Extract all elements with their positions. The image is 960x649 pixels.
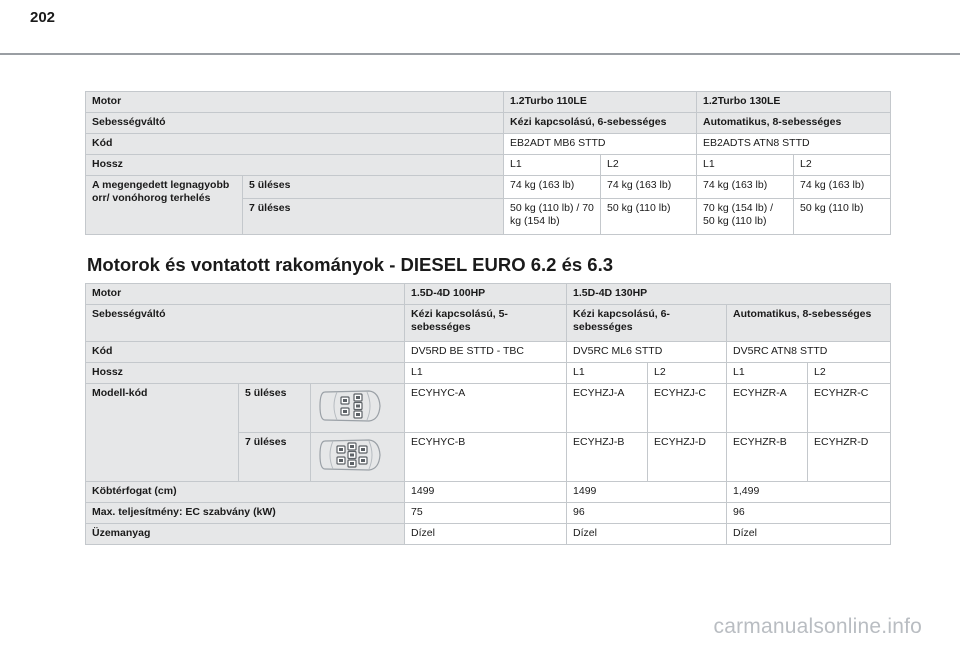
code-value: DV5RC ML6 STTD <box>567 342 727 363</box>
motor-value: 1.5D-4D 100HP <box>405 284 567 305</box>
max-power-value: 96 <box>727 503 891 524</box>
header-rule <box>0 53 960 55</box>
length-value: L2 <box>648 363 727 384</box>
motor-label: Motor <box>86 284 405 305</box>
model-code-value: ECYHZR-D <box>808 433 891 482</box>
diesel-spec-table <box>85 283 891 545</box>
towing-value: 50 kg (110 lb) <box>601 199 697 235</box>
gearbox-value: Automatikus, 8-sebességes <box>697 113 891 134</box>
gearbox-value: Kézi kapcsolású, 5-sebességes <box>405 305 567 342</box>
towing-value: 74 kg (163 lb) <box>601 176 697 199</box>
boot-volume-value: 1,499 <box>727 482 891 503</box>
seat-count-label: 5 üléses <box>239 384 311 433</box>
motor-value: 1.2Turbo 130LE <box>697 92 891 113</box>
code-value: DV5RC ATN8 STTD <box>727 342 891 363</box>
motor-value: 1.2Turbo 110LE <box>504 92 697 113</box>
towing-value: 74 kg (163 lb) <box>697 176 794 199</box>
gearbox-label: Sebességváltó <box>86 113 504 134</box>
car-7-seat-layout-icon <box>317 436 383 474</box>
code-label: Kód <box>86 134 504 155</box>
fuel-value: Dízel <box>727 524 891 545</box>
seat-count-label: 5 üléses <box>243 176 504 199</box>
model-code-value: ECYHZR-A <box>727 384 808 433</box>
max-power-label: Max. teljesítmény: EC szabvány (kW) <box>86 503 405 524</box>
model-code-value: ECYHZR-B <box>727 433 808 482</box>
towing-value: 70 kg (154 lb) / 50 kg (110 lb) <box>697 199 794 235</box>
boot-volume-label: Köbtérfogat (cm) <box>86 482 405 503</box>
model-code-value: ECYHZJ-B <box>567 433 648 482</box>
model-code-value: ECYHZJ-C <box>648 384 727 433</box>
fuel-label: Üzemanyag <box>86 524 405 545</box>
page-number: 202 <box>30 9 56 26</box>
towing-label: A megengedett legnagyobb orr/ vonóhorog terhelés <box>86 176 243 235</box>
car-5-seat-layout-icon <box>317 387 383 425</box>
gearbox-value: Kézi kapcsolású, 6-sebességes <box>504 113 697 134</box>
gearbox-value: Automatikus, 8-sebességes <box>727 305 891 342</box>
model-code-value: ECYHYC-A <box>405 384 567 433</box>
model-code-value: ECYHZR-C <box>808 384 891 433</box>
seat-layout-cell <box>311 384 405 433</box>
model-code-label: Modell-kód <box>86 384 239 482</box>
max-power-value: 75 <box>405 503 567 524</box>
towing-value: 50 kg (110 lb) <box>794 199 891 235</box>
code-value: DV5RD BE STTD - TBC <box>405 342 567 363</box>
model-code-value: ECYHZJ-D <box>648 433 727 482</box>
code-value: EB2ADTS ATN8 STTD <box>697 134 891 155</box>
model-code-value: ECYHYC-B <box>405 433 567 482</box>
motor-label: Motor <box>86 92 504 113</box>
seat-count-label: 7 üléses <box>239 433 311 482</box>
fuel-value: Dízel <box>567 524 727 545</box>
towing-value: 50 kg (110 lb) / 70 kg (154 lb) <box>504 199 601 235</box>
length-value: L2 <box>794 155 891 176</box>
motor-value: 1.5D-4D 130HP <box>567 284 891 305</box>
model-code-value: ECYHZJ-A <box>567 384 648 433</box>
length-value: L2 <box>601 155 697 176</box>
fuel-value: Dízel <box>405 524 567 545</box>
towing-value: 74 kg (163 lb) <box>794 176 891 199</box>
boot-volume-value: 1499 <box>405 482 567 503</box>
length-label: Hossz <box>86 155 504 176</box>
boot-volume-value: 1499 <box>567 482 727 503</box>
seat-layout-cell <box>311 433 405 482</box>
length-label: Hossz <box>86 363 405 384</box>
section-heading: Motorok és vontatott rakományok - DIESEL EURO 6.2 és 6.3 <box>87 254 614 275</box>
length-value: L1 <box>697 155 794 176</box>
watermark: carmanualsonline.info <box>713 615 922 638</box>
length-value: L1 <box>504 155 601 176</box>
code-label: Kód <box>86 342 405 363</box>
code-value: EB2ADT MB6 STTD <box>504 134 697 155</box>
max-power-value: 96 <box>567 503 727 524</box>
length-value: L2 <box>808 363 891 384</box>
gearbox-label: Sebességváltó <box>86 305 405 342</box>
length-value: L1 <box>727 363 808 384</box>
towing-value: 74 kg (163 lb) <box>504 176 601 199</box>
length-value: L1 <box>567 363 648 384</box>
length-value: L1 <box>405 363 567 384</box>
seat-count-label: 7 üléses <box>243 199 504 235</box>
gasoline-spec-table <box>85 91 891 235</box>
gearbox-value: Kézi kapcsolású, 6-sebességes <box>567 305 727 342</box>
